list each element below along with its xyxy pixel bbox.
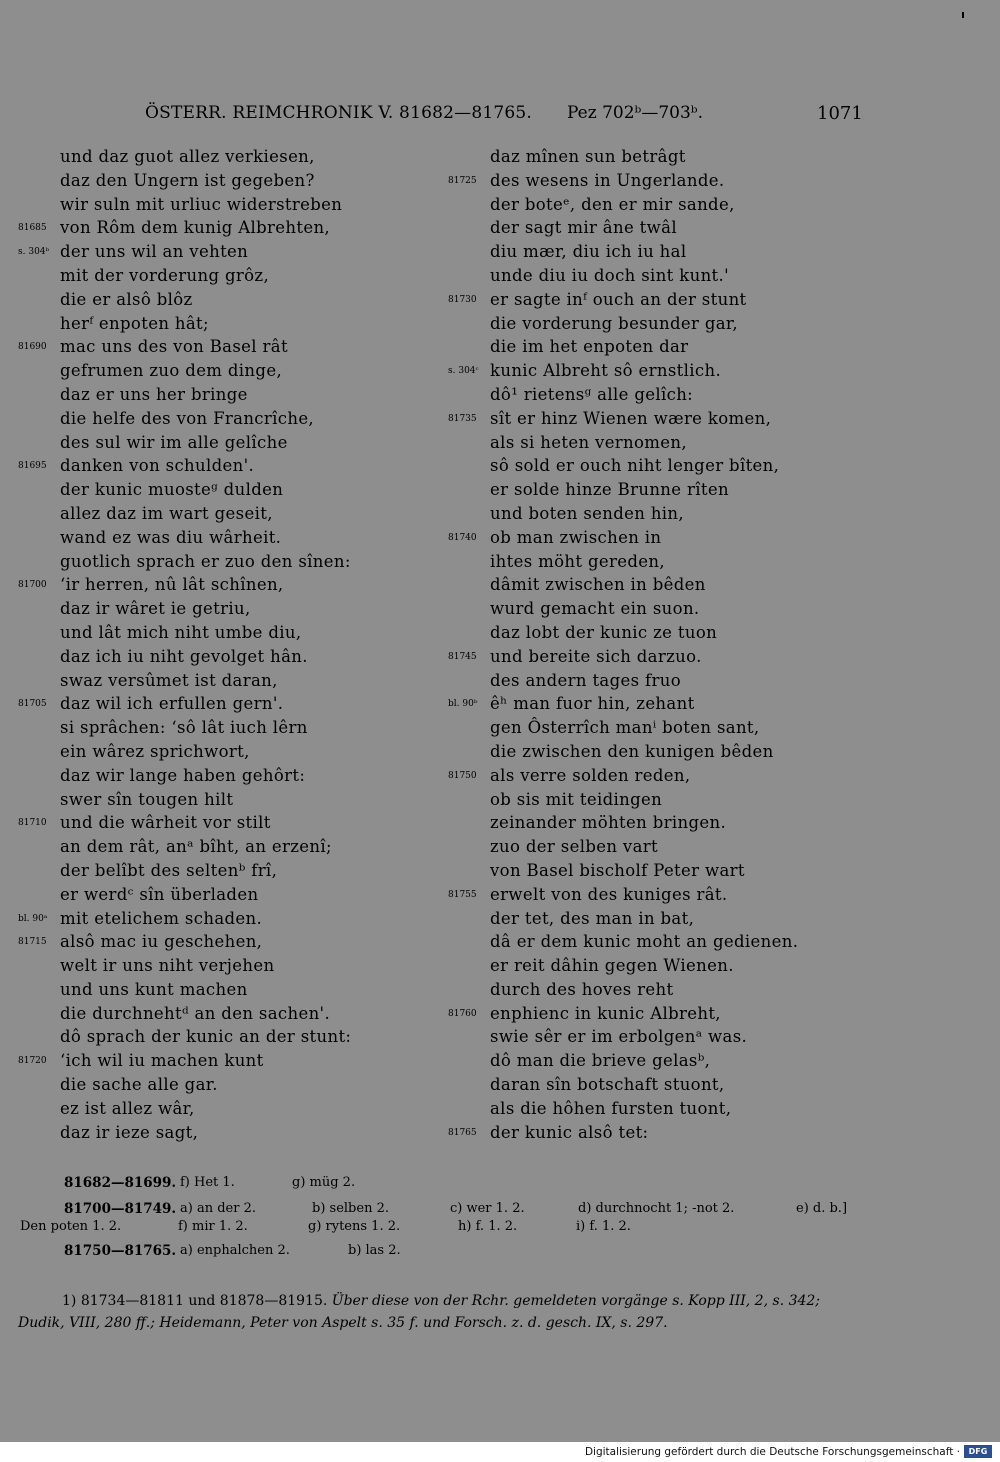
verse-line xyxy=(18,169,438,193)
verse-line xyxy=(18,788,438,812)
variant-item: f) Het 1. xyxy=(180,1175,235,1190)
verse-line xyxy=(448,1073,868,1097)
header-pez-reference: Pez 702ᵇ—703ᵇ. xyxy=(567,103,703,123)
verse-line xyxy=(18,193,438,217)
right-verse-column xyxy=(448,145,868,1144)
verse-text: der sagt mir âne twâl xyxy=(490,218,677,238)
verse-line xyxy=(448,669,868,693)
verse-line xyxy=(448,597,868,621)
verse-line xyxy=(18,526,438,550)
verse-line xyxy=(18,312,438,336)
verse-text: dô¹ rietensᵍ alle gelîch: xyxy=(490,384,694,404)
verse-text: sît er hinz Wienen wære komen, xyxy=(490,408,772,428)
verse-line xyxy=(18,1121,438,1145)
verse-line xyxy=(448,478,868,502)
verse-text: er solde hinze Brunne rîten xyxy=(490,480,729,500)
verse-text: die sache alle gar. xyxy=(60,1075,218,1095)
verse-text: von Rôm dem kunig Albrehten, xyxy=(60,218,331,238)
verse-line xyxy=(448,621,868,645)
verse-line xyxy=(448,740,868,764)
verse-text: gen Ôsterrîch manⁱ boten sant, xyxy=(490,718,760,738)
verse-line xyxy=(18,407,438,431)
verse-text: daz den Ungern ist gegeben? xyxy=(60,170,315,190)
verse-text: ein wârez sprichwort, xyxy=(60,741,250,761)
verse-text: die vorderung besunder gar, xyxy=(490,313,738,333)
variant-item: i) f. 1. 2. xyxy=(576,1219,631,1234)
verse-text: dâ er dem kunic moht an gedienen. xyxy=(490,932,799,952)
verse-line xyxy=(18,883,438,907)
line-number: 81765 xyxy=(448,1127,477,1138)
verse-line xyxy=(18,478,438,502)
line-number: 81735 xyxy=(448,413,477,424)
verse-text: mit etelichem schaden. xyxy=(60,908,263,928)
verse-line xyxy=(448,859,868,883)
verse-line xyxy=(448,907,868,931)
verse-text: daz er uns her bringe xyxy=(60,384,248,404)
verse-line xyxy=(448,359,868,383)
verse-text: der kunic alsô tet: xyxy=(490,1122,649,1142)
verse-text: wand ez was diu wârheit. xyxy=(60,527,282,547)
variant-item: Den poten 1. 2. xyxy=(20,1219,122,1234)
verse-text: swaz versûmet ist daran, xyxy=(60,670,278,690)
variant-item: g) rytens 1. 2. xyxy=(308,1219,401,1234)
verse-text: der belîbt des seltenᵇ frî, xyxy=(60,860,278,880)
verse-line xyxy=(448,978,868,1002)
verse-line xyxy=(18,764,438,788)
verse-line xyxy=(448,764,868,788)
verse-line xyxy=(448,169,868,193)
variant-item: g) müg 2. xyxy=(292,1175,356,1190)
verse-line xyxy=(18,216,438,240)
verse-text: des andern tages fruo xyxy=(490,670,682,690)
line-number: 81700 xyxy=(18,580,47,591)
verse-line xyxy=(18,954,438,978)
footnote xyxy=(18,1290,868,1334)
verse-text: der kunic muosteᵍ dulden xyxy=(60,480,284,500)
line-number: 81740 xyxy=(448,532,477,543)
line-number: 81755 xyxy=(448,889,477,900)
header-title: ÖSTERR. REIMCHRONIK V. 81682—81765. xyxy=(145,103,533,123)
line-number: 81720 xyxy=(18,1056,47,1067)
verse-line xyxy=(448,454,868,478)
verse-text: wir suln mit urliuc widerstreben xyxy=(60,194,343,214)
verse-text: alsô mac iu geschehen, xyxy=(60,932,263,952)
verse-text: die er alsô blôz xyxy=(60,289,193,309)
footnote-line xyxy=(18,1290,868,1312)
verse-line xyxy=(448,502,868,526)
verse-text: erwelt von des kuniges rât. xyxy=(490,884,728,904)
variant-item: a) enphalchen 2. xyxy=(180,1243,290,1258)
verse-line xyxy=(448,835,868,859)
variant-apparatus xyxy=(18,1172,878,1262)
verse-line xyxy=(448,883,868,907)
verse-text: der boteᵉ, den er mir sande, xyxy=(490,194,735,214)
verse-text: zeinander möhten bringen. xyxy=(490,813,727,833)
verse-text: daz wir lange haben gehôrt: xyxy=(60,765,306,785)
verse-text: guotlich sprach er zuo den sînen: xyxy=(60,551,351,571)
verse-line xyxy=(18,1025,438,1049)
verse-line xyxy=(18,692,438,716)
variant-item: b) selben 2. xyxy=(312,1201,389,1216)
verse-line xyxy=(18,502,438,526)
variant-item: a) an der 2. xyxy=(180,1201,256,1216)
verse-line xyxy=(18,431,438,455)
verse-text: und bereite sich darzuo. xyxy=(490,646,702,666)
variant-item: h) f. 1. 2. xyxy=(458,1219,518,1234)
verse-line xyxy=(448,573,868,597)
variant-item: b) las 2. xyxy=(348,1243,401,1258)
verse-text: swer sîn tougen hilt xyxy=(60,789,234,809)
verse-line xyxy=(448,264,868,288)
verse-line xyxy=(18,1049,438,1073)
verse-line xyxy=(18,288,438,312)
verse-text: kunic Albreht sô ernstlich. xyxy=(490,361,722,381)
verse-text: daz mînen sun betrâgt xyxy=(490,147,686,166)
verse-line xyxy=(448,193,868,217)
scan-mark xyxy=(962,12,964,18)
verse-text: als si heten vernomen, xyxy=(490,432,687,452)
verse-text: mac uns des von Basel rât xyxy=(60,337,288,357)
verse-text: daz ir ieze sagt, xyxy=(60,1122,199,1142)
verse-line xyxy=(18,383,438,407)
verse-text: allez daz im wart geseit, xyxy=(60,503,273,523)
verse-line xyxy=(18,1097,438,1121)
verse-text: der tet, des man in bat, xyxy=(490,908,695,928)
verse-line xyxy=(18,859,438,883)
variant-range: 81750—81765. xyxy=(64,1243,177,1259)
verse-text: die durchnehtᵈ an den sachen'. xyxy=(60,1003,331,1023)
verse-text: daz ich iu niht gevolget hân. xyxy=(60,646,308,666)
variant-item: c) wer 1. 2. xyxy=(450,1201,525,1216)
verse-text: swie sêr er im erbolgenᵃ was. xyxy=(490,1027,748,1047)
verse-line xyxy=(448,288,868,312)
banner-text: Digitalisierung gefördert durch die Deutsche Forschungsgemeinschaft · xyxy=(584,1446,960,1458)
dfg-logo: DFG xyxy=(964,1445,992,1458)
verse-text: die im het enpoten dar xyxy=(490,337,689,357)
verse-text: enphienc in kunic Albreht, xyxy=(490,1003,721,1023)
verse-text: zuo der selben vart xyxy=(490,837,658,857)
verse-text: ob man zwischen in xyxy=(490,527,662,547)
verse-line xyxy=(448,811,868,835)
verse-text: ihtes möht gereden, xyxy=(490,551,665,571)
verse-line xyxy=(18,240,438,264)
footnote-italic: Über diese von der Rchr. gemeldeten vorgänge s. Kopp III, 2, s. 342; xyxy=(331,1293,821,1309)
line-number: 81690 xyxy=(18,342,47,353)
verse-line xyxy=(18,1002,438,1026)
verse-text: daran sîn botschaft stuont, xyxy=(490,1075,725,1095)
variant-range: 81682—81699. xyxy=(64,1175,177,1191)
verse-line xyxy=(18,978,438,1002)
verse-line xyxy=(18,1073,438,1097)
verse-text: die helfe des von Francrîche, xyxy=(60,408,315,428)
verse-line xyxy=(18,740,438,764)
verse-line xyxy=(448,645,868,669)
verse-text: unde diu iu doch sint kunt.' xyxy=(490,265,730,285)
verse-line xyxy=(448,954,868,978)
verse-line xyxy=(448,312,868,336)
line-number: 81705 xyxy=(18,699,47,710)
verse-text: ʻir herren, nû lât schînen, xyxy=(60,575,284,595)
verse-line xyxy=(18,621,438,645)
footnote-line: Dudik, VIII, 280 ff.; Heidemann, Peter von Aspelt s. 35 f. und Forsch. z. d. gesch. IX, s. 297. xyxy=(18,1315,668,1331)
left-verse-column xyxy=(18,145,438,1144)
dfg-banner xyxy=(0,1442,1000,1462)
line-number: 81725 xyxy=(448,175,477,186)
verse-line xyxy=(18,930,438,954)
verse-line xyxy=(18,597,438,621)
verse-line xyxy=(18,645,438,669)
line-number: 81730 xyxy=(448,294,477,305)
line-number: 81695 xyxy=(18,461,47,472)
page-number: 1071 xyxy=(817,103,863,124)
verse-text: des sul wir im alle gelîche xyxy=(60,432,288,452)
verse-text: êʰ man fuor hin, zehant xyxy=(490,694,695,714)
line-number: bl. 90ᵇ xyxy=(448,699,478,710)
verse-line xyxy=(448,692,868,716)
verse-line xyxy=(18,716,438,740)
verse-text: dâmit zwischen in bêden xyxy=(490,575,706,595)
verse-text: ob sis mit teidingen xyxy=(490,789,663,809)
verse-text: gefrumen zuo dem dinge, xyxy=(60,361,283,381)
verse-text: als die hôhen fursten tuont, xyxy=(490,1098,732,1118)
verse-text: und daz guot allez verkiesen, xyxy=(60,147,315,166)
verse-text: er sagte inᶠ ouch an der stunt xyxy=(490,289,747,309)
verse-text: der uns wil an vehten xyxy=(60,242,249,262)
variant-row xyxy=(18,1172,878,1194)
verse-text: daz lobt der kunic ze tuon xyxy=(490,622,718,642)
footnote-ref: 1) 81734—81811 und 81878—81915. xyxy=(62,1293,328,1309)
verse-text: dô sprach der kunic an der stunt: xyxy=(60,1027,352,1047)
verse-line xyxy=(18,145,438,169)
line-number: 81760 xyxy=(448,1008,477,1019)
verse-line xyxy=(18,835,438,859)
verse-line xyxy=(18,811,438,835)
verse-line xyxy=(448,526,868,550)
verse-line xyxy=(448,716,868,740)
verse-text: die zwischen den kunigen bêden xyxy=(490,741,774,761)
verse-text: er werdᶜ sîn überladen xyxy=(60,884,259,904)
verse-text: danken von schulden'. xyxy=(60,456,255,476)
line-number: 81715 xyxy=(18,937,47,948)
verse-line xyxy=(18,669,438,693)
verse-text: wurd gemacht ein suon. xyxy=(490,599,700,619)
line-number: s. 304ᶜ xyxy=(448,366,479,377)
verse-line xyxy=(448,383,868,407)
verse-line xyxy=(448,1002,868,1026)
verse-text: und lât mich niht umbe diu, xyxy=(60,622,302,642)
verse-line xyxy=(18,335,438,359)
verse-text: und die wârheit vor stilt xyxy=(60,813,271,833)
line-number: 81750 xyxy=(448,770,477,781)
verse-line xyxy=(448,431,868,455)
verse-text: welt ir uns niht verjehen xyxy=(60,956,275,976)
line-number: s. 304ᵇ xyxy=(18,247,50,258)
verse-line xyxy=(448,1049,868,1073)
verse-text: und boten senden hin, xyxy=(490,503,685,523)
verse-text: mit der vorderung grôz, xyxy=(60,265,270,285)
verse-line xyxy=(448,216,868,240)
verse-text: sô sold er ouch niht lenger bîten, xyxy=(490,456,780,476)
verse-text: an dem rât, anᵃ bîht, an erzenî; xyxy=(60,837,332,857)
verse-text: als verre solden reden, xyxy=(490,765,691,785)
variant-row xyxy=(18,1240,878,1262)
verse-text: herᶠ enpoten hât; xyxy=(60,313,209,333)
verse-line xyxy=(18,264,438,288)
verse-line xyxy=(448,335,868,359)
verse-text: dô man die brieve gelasᵇ, xyxy=(490,1051,711,1071)
verse-line xyxy=(448,1121,868,1145)
verse-line xyxy=(18,907,438,931)
verse-text: durch des hoves reht xyxy=(490,979,674,999)
line-number: 81745 xyxy=(448,651,477,662)
verse-text: daz ir wâret ie getriu, xyxy=(60,599,251,619)
variant-item: e) d. b.] xyxy=(796,1201,848,1216)
verse-line xyxy=(18,454,438,478)
verse-line xyxy=(448,930,868,954)
line-number: 81685 xyxy=(18,223,47,234)
running-header xyxy=(145,103,865,129)
verse-text: ʻich wil iu machen kunt xyxy=(60,1051,264,1071)
verse-text: er reit dâhin gegen Wienen. xyxy=(490,956,734,976)
verse-text: des wesens in Ungerlande. xyxy=(490,170,725,190)
variant-range: 81700—81749. xyxy=(64,1201,177,1217)
variant-row xyxy=(18,1216,878,1238)
verse-line xyxy=(448,145,868,169)
verse-text: daz wil ich erfullen gern'. xyxy=(60,694,284,714)
verse-line xyxy=(448,788,868,812)
verse-line xyxy=(448,407,868,431)
line-number: 81710 xyxy=(18,818,47,829)
variant-item: f) mir 1. 2. xyxy=(178,1219,248,1234)
verse-line xyxy=(448,240,868,264)
verse-text: diu mær, diu ich iu hal xyxy=(490,242,687,262)
verse-text: von Basel bischolf Peter wart xyxy=(490,860,745,880)
verse-line xyxy=(18,359,438,383)
variant-item: d) durchnocht 1; -not 2. xyxy=(578,1201,735,1216)
verse-line xyxy=(448,550,868,574)
verse-line xyxy=(18,573,438,597)
line-number: bl. 90ᵃ xyxy=(18,913,48,924)
verse-text: und uns kunt machen xyxy=(60,979,248,999)
verse-text: si sprâchen: ʻsô lât iuch lêrn xyxy=(60,718,308,738)
verse-line xyxy=(18,550,438,574)
verse-text: ez ist allez wâr, xyxy=(60,1098,195,1118)
verse-line xyxy=(448,1097,868,1121)
verse-line xyxy=(448,1025,868,1049)
